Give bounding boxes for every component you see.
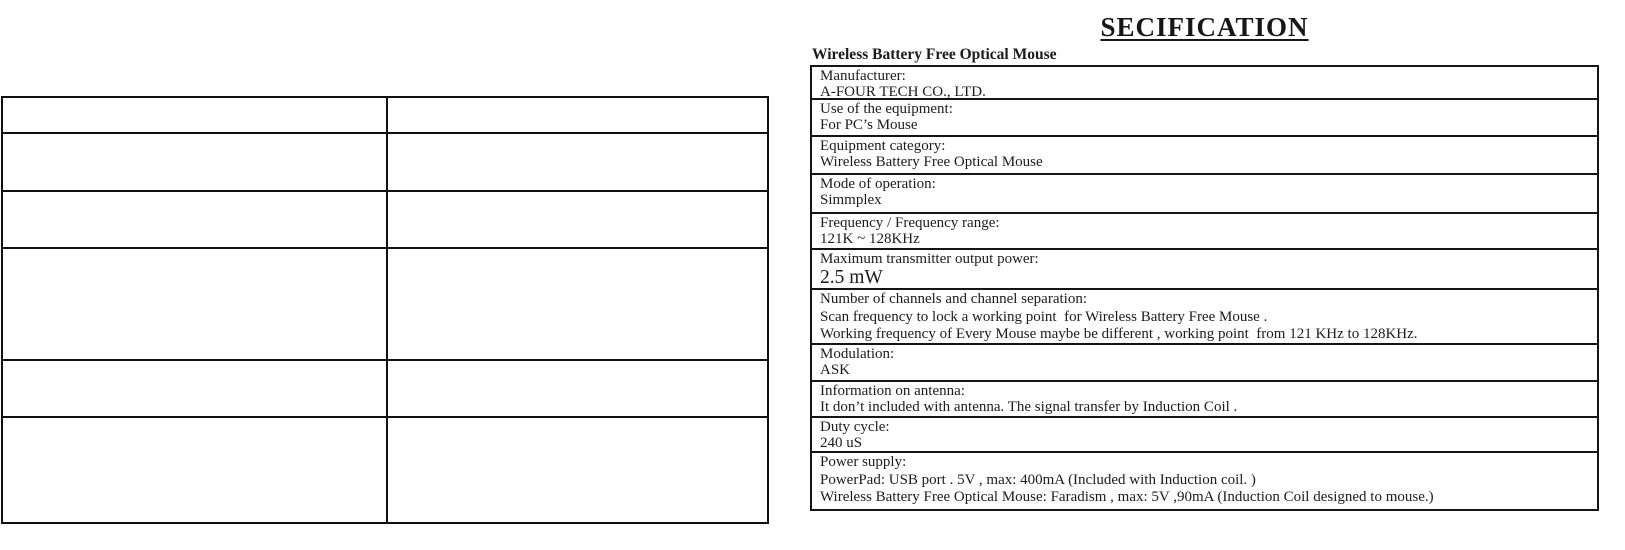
spec-row (812, 345, 1597, 382)
spec-row-value: PowerPad: USB port . 5V , max: 400mA (Included with Induction coil. ) (820, 471, 1256, 488)
spec-row-label: Mode of operation: (820, 176, 936, 192)
blank-table-cell (2, 97, 387, 133)
spec-row-value: Working frequency of Every Mouse maybe be different , working point from 121 KHz to 128KHz. (820, 326, 1418, 342)
blank-table-cell (2, 191, 387, 248)
spec-row-label: Duty cycle: (820, 419, 890, 435)
spec-table-heading: Wireless Battery Free Optical Mouse (812, 46, 1057, 63)
page-title: SECIFICATION (1100, 12, 1309, 42)
spec-row-value: 240 uS (820, 435, 863, 451)
blank-table-cell (387, 133, 768, 191)
blank-table-row (2, 417, 768, 523)
blank-table-row (2, 191, 768, 248)
blank-table-row (2, 133, 768, 191)
spec-row-value: Scan frequency to lock a working point for Wireless Battery Free Mouse . (820, 308, 1268, 325)
spec-row-value: Wireless Battery Free Optical Mouse: Faradism , max: 5V ,90mA (Induction Coil designed to mouse.) (820, 489, 1434, 505)
spec-row (812, 250, 1597, 290)
spec-row-value: ASK (820, 362, 851, 378)
blank-table-cell (387, 417, 768, 523)
spec-row (812, 214, 1597, 250)
spec-row-label: Maximum transmitter output power: (820, 251, 1039, 267)
spec-row-label: Modulation: (820, 346, 895, 362)
spec-row-value: A-FOUR TECH CO., LTD. (820, 84, 986, 100)
blank-table-cell (387, 191, 768, 248)
spec-row (812, 382, 1597, 418)
blank-table-cell (387, 360, 768, 417)
blank-table-row (2, 97, 768, 133)
spec-row-label: Number of channels and channel separation: (820, 291, 1087, 307)
blank-table-cell (2, 417, 387, 523)
spec-row-value: Wireless Battery Free Optical Mouse (820, 154, 1043, 170)
blank-table-cell (387, 248, 768, 360)
spec-row-label: Equipment category: (820, 138, 946, 154)
spec-row-label: Use of the equipment: (820, 101, 953, 117)
specification-section (810, 0, 1599, 511)
spec-row-label: Power supply: (820, 454, 907, 470)
blank-table-cell (2, 248, 387, 360)
blank-table-cell (2, 133, 387, 191)
spec-row (812, 100, 1597, 137)
spec-row-value: 2.5 mW (820, 267, 883, 288)
blank-table-row (2, 248, 768, 360)
spec-row (812, 137, 1597, 175)
spec-row-value: 121K ~ 128KHz (820, 231, 920, 247)
spec-row-label: Information on antenna: (820, 383, 965, 399)
spec-row-label: Manufacturer: (820, 68, 906, 84)
spec-row (812, 67, 1597, 100)
spec-row-value: It don’t included with antenna. The signal transfer by Induction Coil . (820, 399, 1238, 415)
spec-row-value: Simmplex (820, 192, 882, 208)
spec-row-value: For PC’s Mouse (820, 117, 918, 133)
spec-table (810, 65, 1599, 511)
blank-table (1, 96, 769, 524)
spec-row (812, 290, 1597, 345)
spec-row (812, 175, 1597, 214)
blank-table-cell (387, 97, 768, 133)
blank-table-cell (2, 360, 387, 417)
spec-row (812, 453, 1597, 509)
blank-table-row (2, 360, 768, 417)
spec-row (812, 418, 1597, 453)
spec-row-label: Frequency / Frequency range: (820, 215, 1000, 231)
